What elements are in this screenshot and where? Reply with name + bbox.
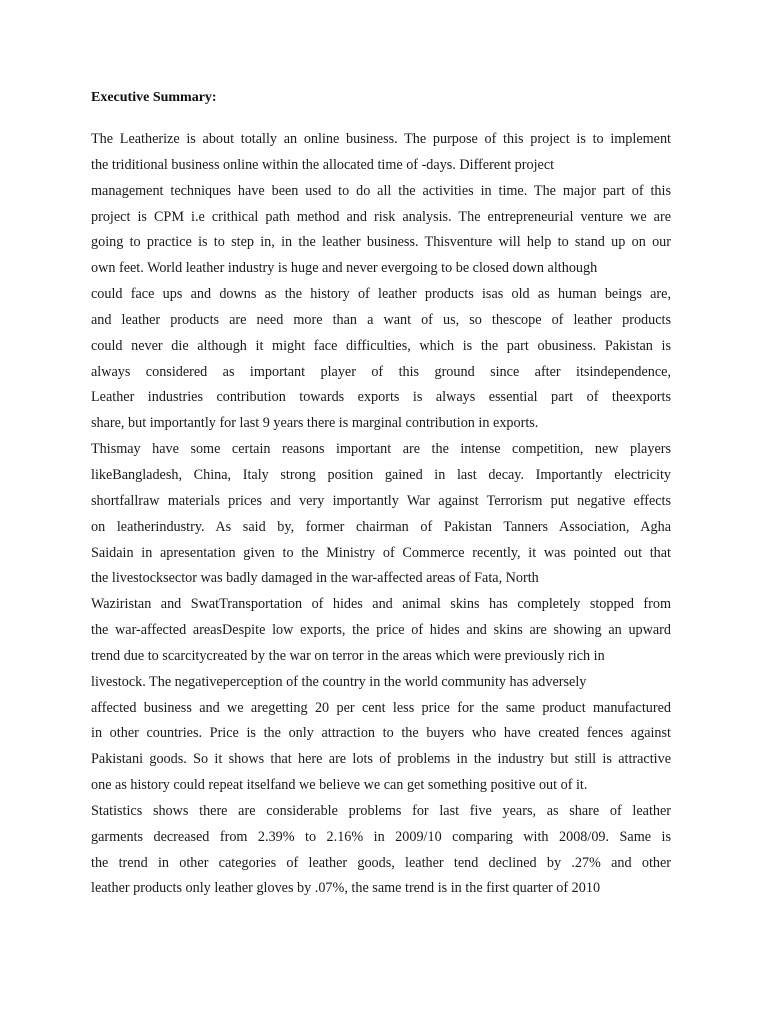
body-line: trend due to scarcitycreated by the war on terror in the areas which were previously rich in <box>91 647 605 664</box>
body-line: likeBangladesh, China, Italy strong position gained in last decay. Importantly electricity <box>91 466 671 483</box>
body-line: the trend in other categories of leather goods, leather tend declined by .27% and other <box>91 854 671 871</box>
body-line: Statistics shows there are considerable problems for last five years, as share of leather <box>91 802 671 819</box>
body-line: could face ups and downs as the history of leather products isas old as human beings are, <box>91 286 671 303</box>
body-line: could never die although it might face difficulties, which is the part obusiness. Pakistan is <box>91 337 671 354</box>
body-line: Thismay have some certain reasons important are the intense competition, new players <box>91 441 671 458</box>
body-line: own feet. World leather industry is huge and never evergoing to be closed down although <box>91 260 598 277</box>
body-line: affected business and we aregetting 20 per cent less price for the same product manufactured <box>91 699 671 716</box>
body-line: the war-affected areasDespite low exports, the price of hides and skins are showing an upward <box>91 622 671 639</box>
body-line: project is CPM i.e crithical path method and risk analysis. The entrepreneurial venture we are <box>91 208 671 225</box>
body-line: livestock. The negativeperception of the country in the world community has adversely <box>91 673 587 690</box>
body-line: Leather industries contribution towards exports is always essential part of theexports <box>91 389 671 406</box>
body-line: going to practice is to step in, in the leather business. Thisventure will help to stand up on our <box>91 234 671 251</box>
body-line: leather products only leather gloves by .07%, the same trend is in the first quarter of 2010 <box>91 880 601 897</box>
body-line: on leatherindustry. As said by, former chairman of Pakistan Tanners Association, Agha <box>91 518 671 535</box>
body-line: one as history could repeat itselfand we believe we can get something positive out of it. <box>91 777 588 794</box>
body-line: and leather products are need more than a want of us, so thescope of leather products <box>91 311 671 328</box>
body-line: The Leatherize is about totally an online business. The purpose of this project is to implement <box>91 131 671 147</box>
body-line: share, but importantly for last 9 years there is marginal contribution in exports. <box>91 415 539 432</box>
body-line: Waziristan and SwatTransportation of hides and animal skins has completely stopped from <box>91 596 671 613</box>
executive-summary-heading: Executive Summary: <box>91 90 217 105</box>
body-line: management techniques have been used to do all the activities in time. The major part of this <box>91 182 671 199</box>
executive-summary-body <box>91 127 671 902</box>
body-line: garments decreased from 2.39% to 2.16% in 2009/10 comparing with 2008/09. Same is <box>91 828 671 845</box>
body-line: Pakistani goods. So it shows that here are lots of problems in the industry but still is attractive <box>91 751 671 768</box>
body-line: in other countries. Price is the only attraction to the buyers who have created fences against <box>91 725 671 742</box>
body-line: always considered as important player of this ground since after itsindependence, <box>91 363 671 380</box>
body-line: the triditional business online within the allocated time of -days. Different project <box>91 156 555 173</box>
body-line: the livestocksector was badly damaged in the war-affected areas of Fata, North <box>91 570 539 587</box>
body-line: Saidain in apresentation given to the Ministry of Commerce recently, it was pointed out that <box>91 544 671 561</box>
body-line: shortfallraw materials prices and very importantly War against Terrorism put negative effects <box>91 492 671 509</box>
